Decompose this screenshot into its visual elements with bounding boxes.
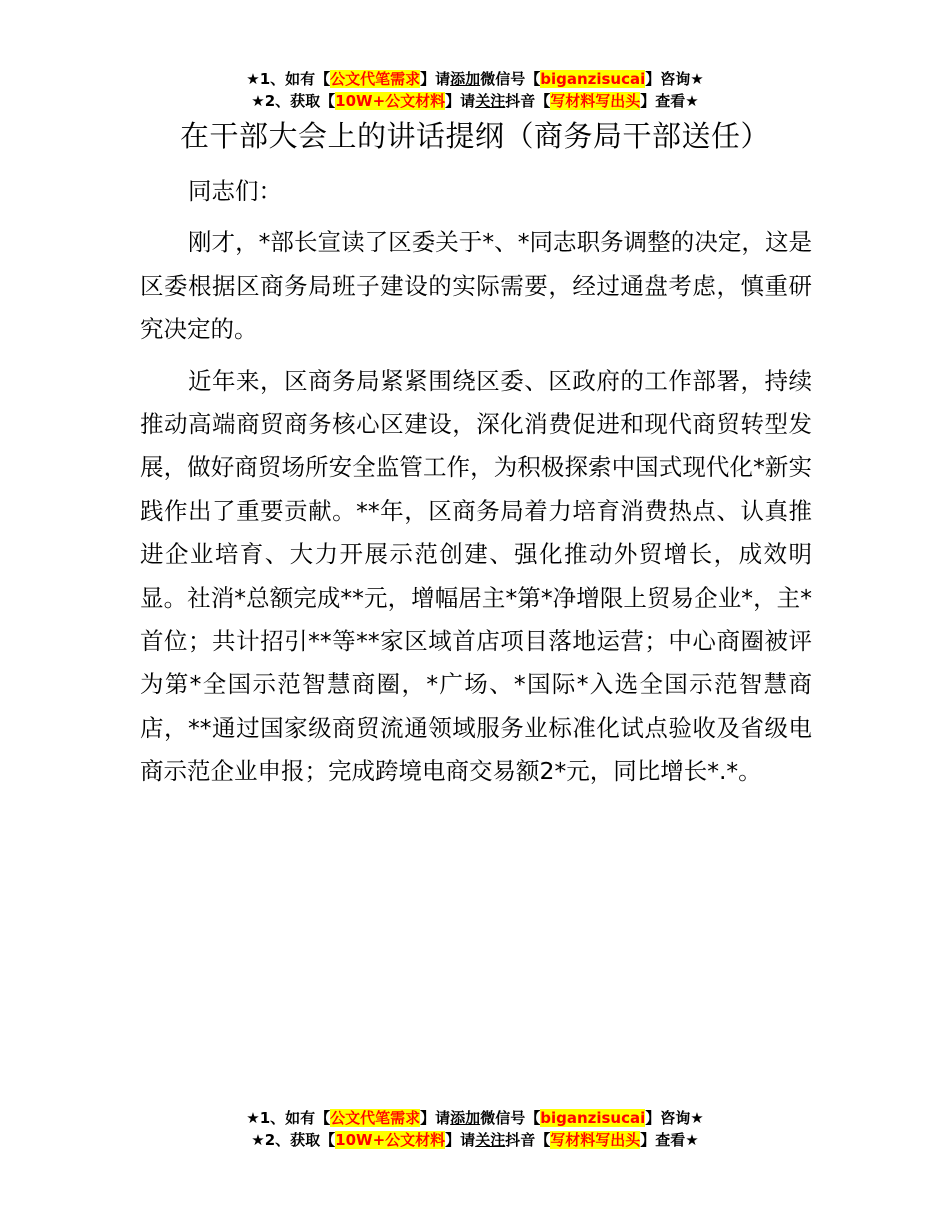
promo-text: 】请 <box>445 92 476 110</box>
promo-text: 】查看 <box>640 92 686 110</box>
promo-text: 】请 <box>420 1109 451 1127</box>
promo-text: 微信号【 <box>480 1109 541 1127</box>
wechat-id-highlight: biganzisucai <box>540 1109 646 1127</box>
promo-text: 微信号【 <box>480 70 541 88</box>
promo-text: 1、如有【 <box>259 1109 331 1127</box>
star-icon: ★ <box>251 92 265 110</box>
paragraph-2: 近年来，区商务局紧紧围绕区委、区政府的工作部署，持续推动高端商贸商务核心区建设，深化消费促进和现代商贸转型发展，做好商贸场所安全监管工作，为积极探索中国式现代化*新实践作出了重要贡献。**年，区商务局着力培育消费热点、认真推进企业培育、大力开展示范创建、强化推动外贸增长，成效明显。社消*总额完成**元，增幅居主*第*净增限上贸易企业*，主*首位；共计招引**等**家区域首店项目落地运营；中心商圈被评为第*全国示范智慧商圈，*广场、*国际*入选全国示范智慧商店，**通过国家级商贸流通领域服务业标准化试点验收及省级电商示范企业申报；完成跨境电商交易额2*元，同比增长*.*。 <box>140 366 812 786</box>
promo-line-2 <box>0 1129 950 1151</box>
promo-underlined: 添加 <box>450 70 481 88</box>
promo-highlight: 10W+公文材料 <box>335 1131 446 1149</box>
promo-underlined: 关注 <box>475 1131 506 1149</box>
promo-text: 】咨询 <box>645 1109 691 1127</box>
promo-text: 2、获取【 <box>264 1131 336 1149</box>
star-icon: ★ <box>246 70 260 88</box>
promo-underlined: 添加 <box>450 1109 481 1127</box>
promo-line-2 <box>0 90 950 112</box>
promo-footer-bottom <box>0 1107 950 1151</box>
promo-highlight: 公文代笔需求 <box>330 1109 421 1127</box>
star-icon: ★ <box>685 92 699 110</box>
promo-highlight: 公文代笔需求 <box>330 70 421 88</box>
promo-text: 】咨询 <box>645 70 691 88</box>
promo-text: 抖音【 <box>505 92 551 110</box>
promo-text: 1、如有【 <box>259 70 331 88</box>
wechat-id-highlight: biganzisucai <box>540 70 646 88</box>
douyin-id-highlight: 写材料写出头 <box>550 1131 641 1149</box>
douyin-id-highlight: 写材料写出头 <box>550 92 641 110</box>
promo-text: 】请 <box>445 1131 476 1149</box>
promo-text: 】查看 <box>640 1131 686 1149</box>
star-icon: ★ <box>690 1109 704 1127</box>
star-icon: ★ <box>690 70 704 88</box>
document-body <box>140 170 812 802</box>
page-title: 在干部大会上的讲话提纲（商务局干部送任） <box>179 119 770 153</box>
promo-text: 2、获取【 <box>264 92 336 110</box>
promo-line-1 <box>0 1107 950 1129</box>
promo-highlight: 10W+公文材料 <box>335 92 446 110</box>
promo-text: 】请 <box>420 70 451 88</box>
paragraph-1: 刚才，*部长宣读了区委关于*、*同志职务调整的决定，这是区委根据区商务局班子建设的实际需要，经过通盘考虑，慎重研究决定的。 <box>140 228 812 344</box>
promo-text: 抖音【 <box>505 1131 551 1149</box>
star-icon: ★ <box>685 1131 699 1149</box>
promo-header-top <box>0 68 950 112</box>
star-icon: ★ <box>251 1131 265 1149</box>
promo-line-1 <box>0 68 950 90</box>
promo-underlined: 关注 <box>475 92 506 110</box>
greeting: 同志们： <box>188 177 282 205</box>
star-icon: ★ <box>246 1109 260 1127</box>
